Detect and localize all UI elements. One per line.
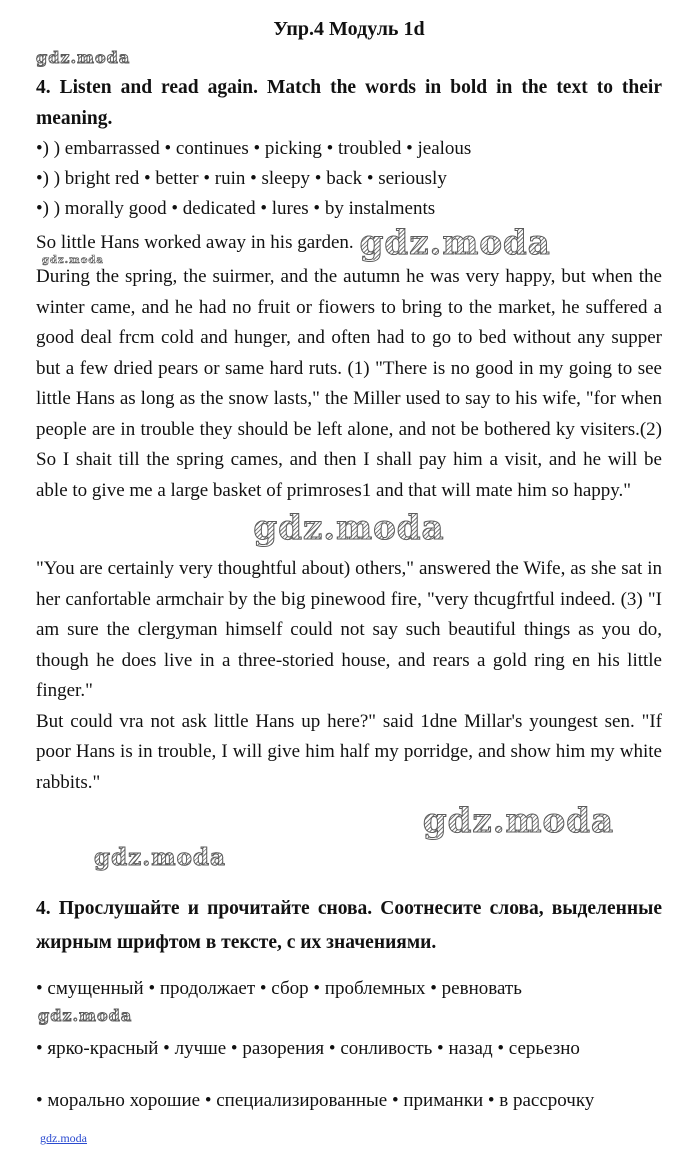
word-bank-line-ru-1: • смущенный • продолжает • сбор • проблемных • ревновать xyxy=(36,978,522,999)
watermark-row-left xyxy=(94,846,662,874)
watermark: gdz.moda xyxy=(38,1006,133,1025)
watermark: gdz.moda xyxy=(94,844,226,871)
exercise-heading-ru: 4. Прослушайте и прочитайте снова. Соотнесите слова, выделенные жирным шрифтом в тексте, с их значениями. xyxy=(36,898,662,953)
story-paragraph-3: But could vra not ask little Hans up here?" said 1dne Millar's youngest sen. "If poor Hans is in trouble, I will give him half my porridge, and show him my white rabbits." xyxy=(36,710,662,793)
watermark-row-top xyxy=(36,50,662,70)
page-title: Упр.4 Модуль 1d xyxy=(273,18,425,40)
story-paragraph-2: "You are certainly very thoughtful about) others," answered the Wife, as she sat in her canfortable armchair by the big pinewood fire, "very thcugfrtful indeed. (3) "I am sure the clergyman himself could not say such beautiful things as you do, though he does live in a three-storied house, and rears a gold ring en his little finger." xyxy=(36,558,662,701)
word-bank-line-ru-2: • ярко-красный • лучше • разорения • сонливость • назад • серьезно xyxy=(36,1038,580,1059)
story-intro-row xyxy=(36,223,662,266)
story-paragraph-1: During the spring, the suirmer, and the autumn he was very happy, but when the winter came, and he had no fruit or fiowers to bring to the market, he suffered a good deal frcm cold and hunger, and often had to go to bed without any supper but a few dried pears or same hard ruts. (1) "There is no good in my going to see little Hans as long as the snow lasts," the Miller used to say to his wife, "for when people are in trouble they should be left alone, and not be bothered ky visiters.(2) So I shait till the spring cames, and then I shall pay him a visit, and he will be able to give me a large basket of primroses1 and that will mate him so happy." xyxy=(36,266,662,501)
watermark: gdz.moda xyxy=(253,508,445,548)
word-bank-line-ru-3: • морально хорошие • специализированные • приманки • в рассрочку xyxy=(36,1090,595,1111)
watermark: gdz.moda xyxy=(36,48,131,67)
watermark-row-right xyxy=(36,801,662,844)
exercise-heading-en: 4. Listen and read again. Match the words in bold in the text to their meaning. xyxy=(36,77,662,129)
word-bank-line-en-2: •) ) bright red • better • ruin • sleepy • back • seriously xyxy=(36,168,447,189)
watermark: gdz.moda xyxy=(359,223,551,263)
watermark: gdz.moda xyxy=(42,255,104,266)
word-bank-line-en-1: •) ) embarrassed • continues • picking • troubled • jealous xyxy=(36,138,472,159)
watermark: gdz.moda xyxy=(422,801,614,841)
story-intro-line: So little Hans worked away in his garden. xyxy=(36,232,354,253)
footer-link[interactable]: gdz.moda xyxy=(40,1131,87,1145)
watermark-row-center xyxy=(36,508,662,549)
watermark-row-ru xyxy=(38,1008,662,1028)
word-bank-line-en-3: •) ) morally good • dedicated • lures • by instalments xyxy=(36,198,436,219)
